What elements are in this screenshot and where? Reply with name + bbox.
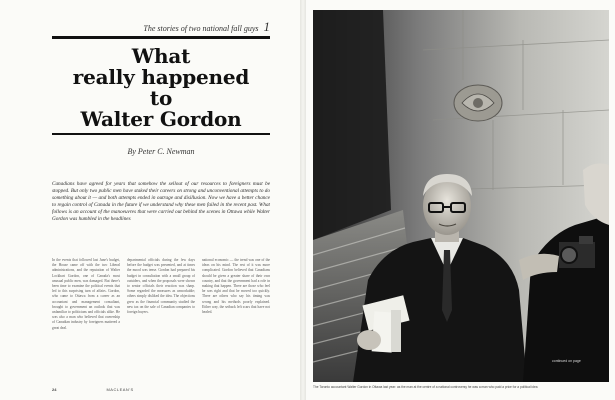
magazine-name: MACLEAN'S [106, 387, 134, 392]
series-number: 1 [263, 19, 270, 34]
folio [52, 387, 134, 392]
headline-line-4: Walter Gordon [80, 107, 242, 131]
headline-line-1: What [131, 44, 191, 68]
top-rule [52, 36, 270, 39]
article-body [52, 258, 270, 383]
article-deck: Canadians have agreed for years that somehow the sellout of our resources to foreigners must be stopped. But only two public men have staked their careers on strong and unconventional attempts to do something about it — and both attempts ended in outrage and disillusion. Now we have a better chance to regain control of Canada in the future if we understand why these men failed in the recent past. What follows is an account of the manoeuvres that were carried out behind the scenes in Ottawa while Walter Gordon was humbled in the headlines [52, 181, 270, 223]
article-photo [313, 10, 609, 382]
headline-line-2: really happened [72, 65, 250, 89]
byline: By Peter C. Newman [127, 147, 195, 156]
headline [52, 46, 270, 130]
body-column-1: In the events that followed last June's budget, the House came off with the two Liberal administrations, and the reputation of Walter Lockhart Gordon, one of Canada's most unusual public men, was damaged. But there's been time to examine the political events that led to this surprising turn of affairs. Gordon, who came to Ottawa from a career as an accountant and management consultant, brought to government an outlook that was unfamiliar to politicians and officials alike. He was also a man who believed that ownership of Canadian industry by foreigners mattered a great deal. [52, 258, 120, 330]
headline-line-3: to [149, 86, 173, 110]
body-column-2: departmental officials during the few days before the budget was presented, and at times the mood was tense. Gordon had prepared his budget in consultation with a small group of outsiders, and when the proposals were shown to senior officials their reaction was sharp. Some regarded the measures as unworkable; others simply disliked the idea. The objections grew as the financial community studied the new tax on the sale of Canadian companies to foreign buyers. [127, 258, 195, 315]
bottom-rule [52, 133, 270, 135]
series-banner [70, 19, 270, 35]
page-number: 24 [52, 387, 57, 392]
photo-caption: The Toronto accountant Walter Gordon in Ottawa last year: as the man at the centre of a national controversy he was a man who paid a price for a political idea [313, 385, 538, 389]
photo-illustration [313, 10, 609, 382]
series-label: The stories of two national fall guys [143, 24, 259, 33]
continued-note: continued on page [552, 359, 581, 363]
body-column-3: national economic — the trend was one of the ideas on his mind. The rest of it was more complicated. Gordon believed that Canadians should be given a greater share of their own country, and that the government had a role in making that happen. There are those who feel he was right and that he moved too quickly. There are others who say his timing was wrong and his methods poorly explained. Either way, the setback left scars that have not healed. [202, 258, 270, 315]
